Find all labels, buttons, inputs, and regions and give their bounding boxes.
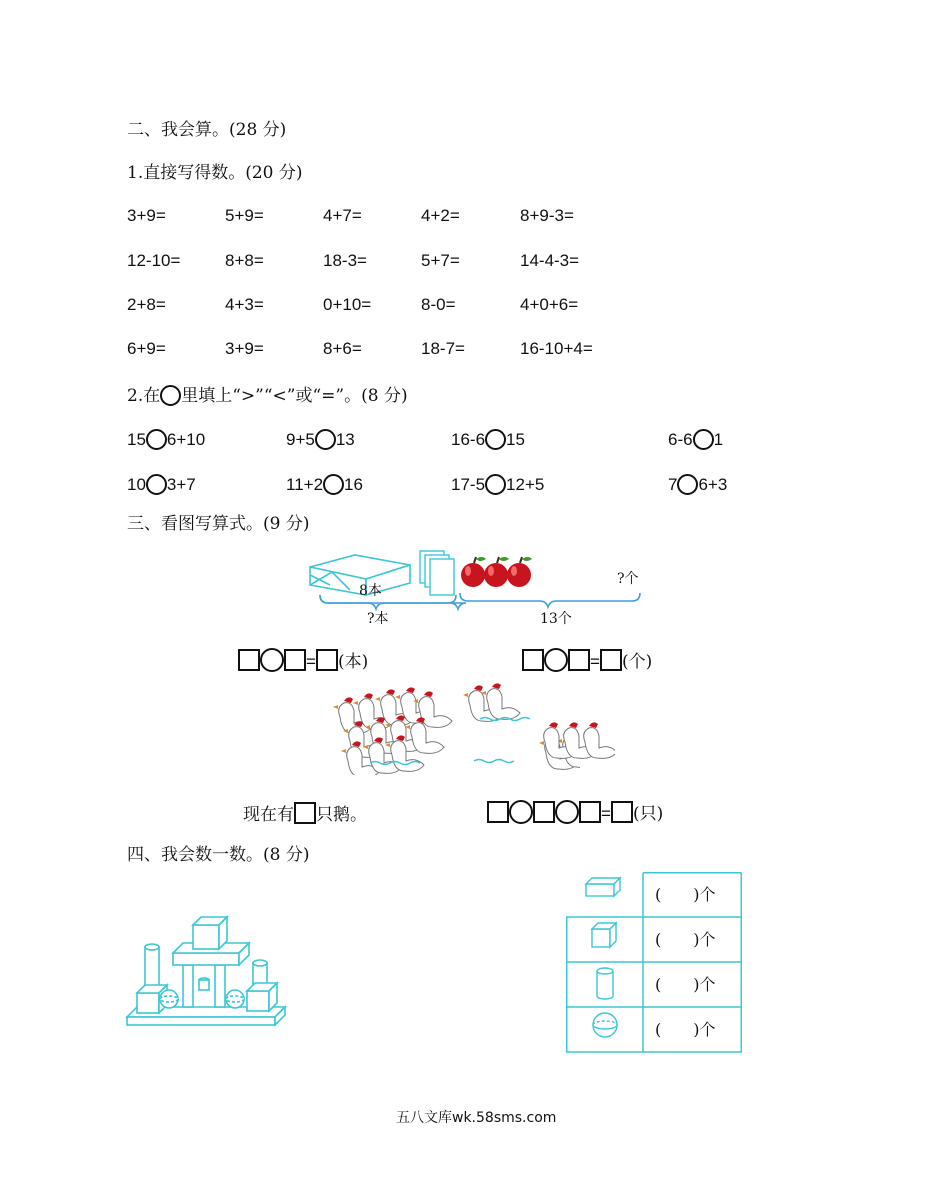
cuboid-icon: [584, 876, 624, 900]
compare-left: 9+5: [286, 430, 315, 449]
geese-count-line: [243, 802, 367, 827]
arith-item: 4+3=: [225, 295, 264, 314]
total-apples-label: 13个: [540, 611, 572, 627]
equation-geese: [487, 800, 663, 827]
arith-item: 2+8=: [127, 295, 166, 314]
question-2-title: [127, 385, 408, 406]
compare-right: 12+5: [506, 475, 545, 494]
question-2-prefix: 2.在: [127, 386, 161, 406]
section-2-title: 二、我会算。(28 分): [127, 120, 287, 140]
brace-books-left: [320, 595, 456, 609]
compare-item: [127, 474, 196, 495]
compare-circle-blank[interactable]: [146, 429, 167, 450]
answer-box[interactable]: [611, 801, 633, 823]
answer-box[interactable]: [294, 802, 316, 824]
arith-item: 4+0+6=: [520, 295, 579, 314]
unit-label: (只): [632, 804, 664, 824]
count-blank[interactable]: ( )个: [655, 930, 716, 949]
arith-item: 16-10+4=: [520, 339, 593, 358]
compare-circle-blank[interactable]: [693, 429, 714, 450]
counting-table: [566, 872, 742, 1053]
compare-left: 11+2: [286, 475, 324, 494]
unit-label: (个): [621, 652, 653, 672]
now-prefix: 现在有: [243, 805, 294, 825]
operator-circle[interactable]: [509, 800, 533, 824]
table-row: [566, 872, 742, 917]
table-row: [566, 1007, 742, 1052]
page-footer: 五八文库wk.58sms.com: [396, 1110, 557, 1126]
arith-item: 18-3=: [323, 251, 367, 270]
answer-box[interactable]: [316, 649, 338, 671]
compare-item: [451, 429, 525, 450]
section-3-title: 三、看图写算式。(9 分): [127, 514, 310, 534]
section-4-title: 四、我会数一数。(8 分): [127, 845, 310, 865]
equals-sign: =: [306, 652, 316, 671]
cylinder-icon: [594, 966, 616, 1002]
apple-icon: [461, 557, 486, 587]
arith-item: 0+10=: [323, 295, 372, 314]
answer-box[interactable]: [284, 649, 306, 671]
arith-item: 4+7=: [323, 206, 362, 225]
answer-box[interactable]: [522, 649, 544, 671]
apple-icon: [484, 557, 509, 587]
arith-item: 8+6=: [323, 339, 362, 358]
table-row: [566, 962, 742, 1007]
compare-circle-blank[interactable]: [485, 474, 506, 495]
brace-apples: [460, 593, 640, 607]
arith-item: 3+9=: [127, 206, 166, 225]
answer-box[interactable]: [600, 649, 622, 671]
compare-left: 15: [127, 430, 146, 449]
unit-label: (本): [337, 652, 369, 672]
compare-left: 17-5: [451, 475, 486, 494]
arith-item: 6+9=: [127, 339, 166, 358]
answer-box[interactable]: [579, 801, 601, 823]
cube-icon: [590, 921, 620, 951]
equation-apples: [522, 648, 652, 675]
equals-sign: =: [590, 652, 600, 671]
answer-box[interactable]: [487, 801, 509, 823]
compare-circle-blank[interactable]: [315, 429, 336, 450]
compare-circle-blank[interactable]: [485, 429, 506, 450]
question-1-title: 1.直接写得数。(20 分): [127, 163, 303, 183]
compare-item: [286, 474, 363, 495]
compare-left: 7: [668, 475, 678, 494]
question-2-suffix: 里填上“>”“<”或“=”。(8 分): [181, 386, 408, 406]
books-apples-picture: [300, 545, 650, 630]
shape-cell: [566, 917, 643, 962]
compare-circle-blank[interactable]: [323, 474, 344, 495]
compare-right: 15: [506, 430, 525, 449]
arith-item: 8+9-3=: [520, 206, 574, 225]
brace-books: [320, 595, 466, 609]
compare-circle-blank[interactable]: [677, 474, 698, 495]
book-stack-icon: [420, 551, 454, 595]
water-wave: [474, 760, 514, 763]
compare-right: 1: [713, 430, 724, 449]
operator-circle[interactable]: [555, 800, 579, 824]
equals-sign: =: [601, 804, 611, 823]
books-count-label: 8本: [359, 583, 382, 599]
compare-right: 6+10: [166, 430, 206, 449]
compare-right: 3+7: [166, 475, 196, 494]
compare-item: [668, 474, 727, 495]
compare-item: [451, 474, 544, 495]
compare-right: 6+3: [698, 475, 728, 494]
arith-item: 8-0=: [421, 295, 456, 314]
count-blank[interactable]: ( )个: [655, 1020, 716, 1039]
arith-item: 14-4-3=: [520, 251, 580, 270]
geese-picture-right: [535, 720, 615, 770]
block-building-picture: [125, 915, 305, 1027]
equation-books: [238, 648, 368, 675]
answer-box[interactable]: [533, 801, 555, 823]
compare-right: 13: [335, 430, 355, 449]
apple-icon: [507, 557, 532, 587]
compare-left: 16-6: [451, 430, 486, 449]
operator-circle[interactable]: [544, 648, 568, 672]
arith-item: 5+7=: [421, 251, 460, 270]
shape-cell: [566, 1007, 643, 1052]
compare-left: 6-6: [668, 430, 693, 449]
total-books-label: ?本: [367, 611, 389, 627]
compare-left: 10: [127, 475, 146, 494]
goose-group-top-right: [463, 683, 520, 721]
count-blank[interactable]: ( )个: [655, 975, 716, 994]
now-suffix: 只鹅。: [316, 805, 367, 825]
table-row: [566, 917, 742, 962]
compare-item: [286, 429, 355, 450]
operator-circle[interactable]: [260, 648, 284, 672]
answer-box[interactable]: [568, 649, 590, 671]
compare-item: [668, 429, 723, 450]
shape-cell: [566, 962, 643, 1007]
arith-item: 3+9=: [225, 339, 264, 358]
shape-cell: [566, 872, 643, 917]
arith-item: 8+8=: [225, 251, 264, 270]
arith-item: 12-10=: [127, 251, 181, 270]
answer-box[interactable]: [238, 649, 260, 671]
unknown-apples-label: ?个: [617, 571, 639, 587]
count-blank[interactable]: ( )个: [655, 885, 716, 904]
compare-item: [127, 429, 205, 450]
arith-item: 5+9=: [225, 206, 264, 225]
compare-right: 16: [344, 475, 363, 494]
arith-item: 18-7=: [421, 339, 465, 358]
compare-circle-blank[interactable]: [146, 474, 167, 495]
circle-blank-icon: [160, 385, 181, 406]
arith-item: 4+2=: [421, 206, 460, 225]
sphere-icon: [591, 1011, 619, 1039]
